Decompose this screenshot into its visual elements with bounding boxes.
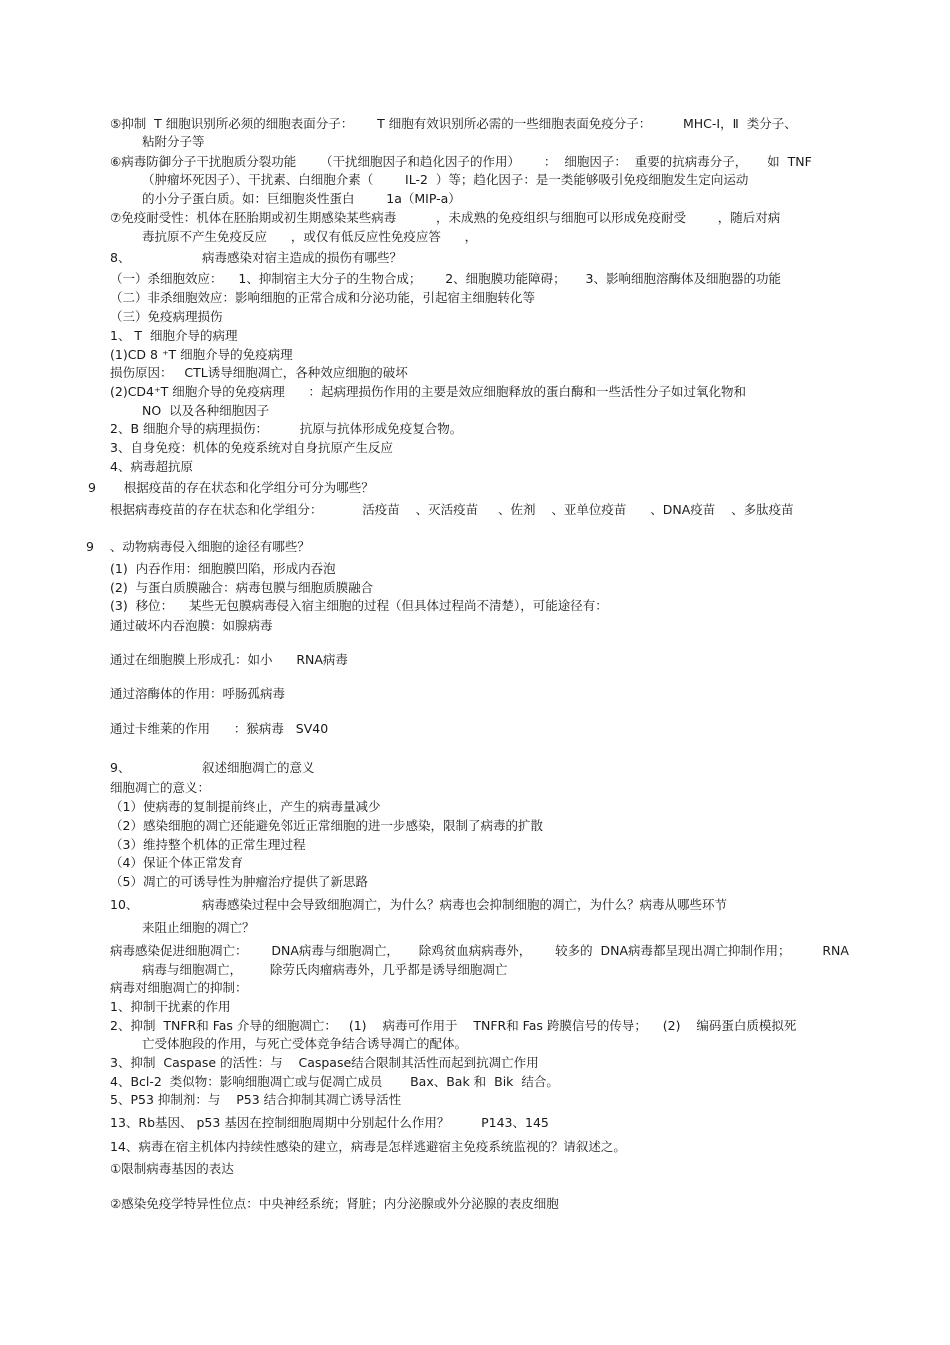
text-line: NO 以及各种细胞因子	[142, 403, 270, 418]
text-line: 3、抑制 Caspase 的活性：与 Caspase结合限制其活性而起到抗凋亡作用	[110, 1055, 539, 1070]
section-heading: 13、Rb基因、 p53 基因在控制细胞周期中分别起什么作用？ P143、145	[110, 1115, 549, 1130]
text-line: （三）免疫病理损伤	[110, 309, 223, 324]
text-line: 4、病毒超抗原	[110, 459, 193, 474]
text-line: 通过在细胞膜上形成孔：如小 RNA病毒	[110, 652, 348, 667]
text-line: 3、自身免疫：机体的免疫系统对自身抗原产生反应	[110, 440, 393, 455]
text-line: 2、抑制 TNFR和 Fas 介导的细胞凋亡： (1) 病毒可作用于 TNFR和 Fas 跨膜信号的传导； (2) 编码蛋白质模拟死	[110, 1018, 797, 1033]
text-line: （2）感染细胞的凋亡还能避免邻近正常细胞的进一步感染，限制了病毒的扩散	[110, 818, 543, 833]
section-heading: 8、 病毒感染对宿主造成的损伤有哪些？	[110, 250, 402, 265]
section-heading: 来阻止细胞的凋亡？	[142, 920, 255, 935]
text-line: 通过溶酶体的作用：呼肠孤病毒	[110, 686, 286, 701]
text-line: 2、B 细胞介导的病理损伤： 抗原与抗体形成免疫复合物。	[110, 421, 463, 436]
text-line: （4）保证个体正常发育	[110, 855, 243, 870]
text-line: 病毒对细胞凋亡的抑制：	[110, 980, 248, 995]
text-line: 1、抑制干扰素的作用	[110, 999, 231, 1014]
text-line: ①限制病毒基因的表达	[110, 1161, 234, 1176]
text-line: ⑥病毒防御分子干扰胞质分裂功能 （干扰细胞因子和趋化因子的作用） ： 细胞因子： 重要的抗病毒分子， 如 TNF	[110, 154, 812, 169]
text-line: 的小分子蛋白质。如：巨细胞炎性蛋白 1a（MIP-a）	[142, 191, 461, 206]
section-heading: 9 根据疫苗的存在状态和化学组分可分为哪些？	[88, 480, 374, 495]
text-line: 病毒与细胞凋亡， 除劳氏肉瘤病毒外，几乎都是诱导细胞凋亡	[142, 962, 508, 977]
text-line: (1) 内吞作用：细胞膜凹陷，形成内吞泡	[110, 561, 336, 576]
text-line: (3) 移位： 某些无包膜病毒侵入宿主细胞的过程（但具体过程尚不清楚），可能途径有：	[110, 598, 608, 613]
section-heading: 9、 叙述细胞凋亡的意义	[110, 760, 315, 775]
section-heading: 9 、动物病毒侵入细胞的途径有哪些？	[86, 539, 310, 554]
text-line: 毒抗原不产生免疫反应 ，或仅有低反应性免疫应答 ，	[142, 229, 478, 244]
text-line: (1)CD 8 ⁺T 细胞介导的免疫病理	[110, 347, 293, 362]
text-line: 4、Bcl-2 类似物：影响细胞凋亡或与促凋亡成员 Bax、Bak 和 Bik 结合。	[110, 1074, 559, 1089]
text-line: 根据病毒疫苗的存在状态和化学组分： 活疫苗 、灭活疫苗 、佐剂 、亚单位疫苗 、DNA疫苗 、多肽疫苗	[110, 502, 794, 517]
text-line: 病毒感染促进细胞凋亡： DNA病毒与细胞凋亡， 除鸡贫血病病毒外， 较多的 DNA病毒都呈现出凋亡抑制作用； RNA	[110, 943, 849, 958]
text-line: 通过破坏内吞泡膜：如腺病毒	[110, 618, 273, 633]
text-line: （3）维持整个机体的正常生理过程	[110, 837, 306, 852]
text-line: （一）杀细胞效应： 1、抑制宿主大分子的生物合成； 2、细胞膜功能障碍； 3、影响细胞溶酶体及细胞器的功能	[110, 271, 781, 286]
text-line: 粘附分子等	[142, 134, 205, 149]
text-line: 细胞凋亡的意义：	[110, 780, 211, 795]
text-line: (2)CD4⁺T 细胞介导的免疫病理 ：起病理损伤作用的主要是效应细胞释放的蛋白酶和一些活性分子如过氧化物和	[110, 384, 747, 399]
text-line: 5、P53 抑制剂：与 P53 结合抑制其凋亡诱导活性	[110, 1092, 402, 1107]
text-line: 亡受体胞段的作用，与死亡受体竞争结合诱导凋亡的配体。	[142, 1036, 468, 1051]
text-line: 损伤原因： CTL诱导细胞凋亡，各种效应细胞的破坏	[110, 365, 408, 380]
section-heading: 14、病毒在宿主机体内持续性感染的建立，病毒是怎样逃避宿主免疫系统监视的？请叙述之。	[110, 1139, 626, 1154]
section-heading: 10、 病毒感染过程中会导致细胞凋亡，为什么？病毒也会抑制细胞的凋亡，为什么？病毒从哪些环节	[110, 897, 727, 912]
text-line: （5）凋亡的可诱导性为肿瘤治疗提供了新思路	[110, 874, 368, 889]
text-line: ⑦免疫耐受性：机体在胚胎期或初生期感染某些病毒 ，未成熟的免疫组织与细胞可以形成免疫耐受 ，随后对病	[110, 210, 781, 225]
text-line: （二）非杀细胞效应：影响细胞的正常合成和分泌功能，引起宿主细胞转化等	[110, 290, 536, 305]
text-line: （肿瘤坏死因子）、干扰素、白细胞介素（ IL-2 ）等；趋化因子：是一类能够吸引免疫细胞发生定向运动	[142, 172, 749, 187]
text-line: （1）使病毒的复制提前终止，产生的病毒量减少	[110, 799, 381, 814]
text-line: (2) 与蛋白质膜融合：病毒包膜与细胞质膜融合	[110, 580, 374, 595]
text-line: 1、 T 细胞介导的病理	[110, 328, 238, 343]
text-line: 通过卡维莱的作用 ：猴病毒 SV40	[110, 721, 329, 736]
text-line: ②感染免疫学特异性位点：中央神经系统；肾脏；内分泌腺或外分泌腺的表皮细胞	[110, 1196, 559, 1211]
text-line: ⑤抑制 T 细胞识别所必须的细胞表面分子： T 细胞有效识别所必需的一些细胞表面免疫分子： MHC-Ⅰ，Ⅱ 类分子、	[110, 116, 797, 131]
